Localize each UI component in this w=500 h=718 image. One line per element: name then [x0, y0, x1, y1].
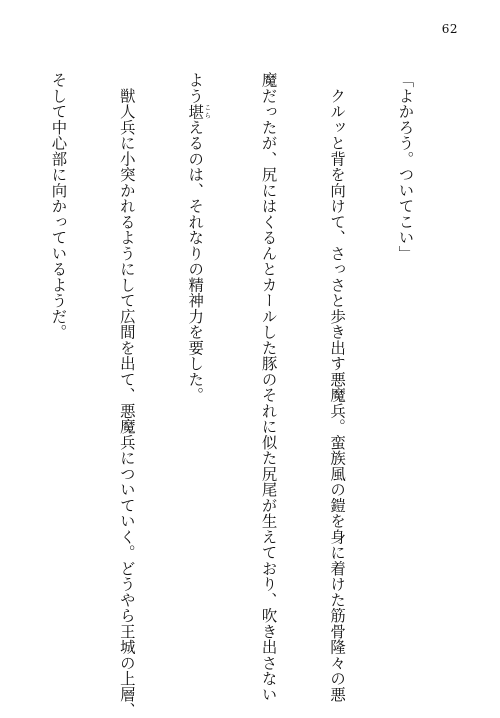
text-line: クルッと背を向けて、さっさと歩き出す悪魔兵。蛮族風の鎧を身に着けた筋骨隆々の悪 [328, 72, 347, 702]
furigana-annotation [186, 103, 212, 120]
text-line [0, 72, 1, 632]
ruby-base: 堪 [186, 103, 205, 120]
novel-text-column-block [32, 72, 462, 718]
text-line: 「よかろう。ついてこい」 [396, 72, 415, 261]
text-line: よう堪 こらえるのは、それなりの精神力を要した。 [186, 72, 212, 403]
ruby-reading: こら [203, 103, 212, 120]
text-line: 獣人兵に小突かれるようにして広間を出て、悪魔兵についていく。どうやら王城の上層、 [117, 72, 136, 718]
page-number: 62 [441, 22, 458, 36]
text-line: そして中心部に向かっているようだ。 [49, 72, 68, 340]
text-line: 魔だったが、尻にはくるんとカールした豚のそれに似た尻尾が生えており、吹き出さない [259, 72, 278, 702]
